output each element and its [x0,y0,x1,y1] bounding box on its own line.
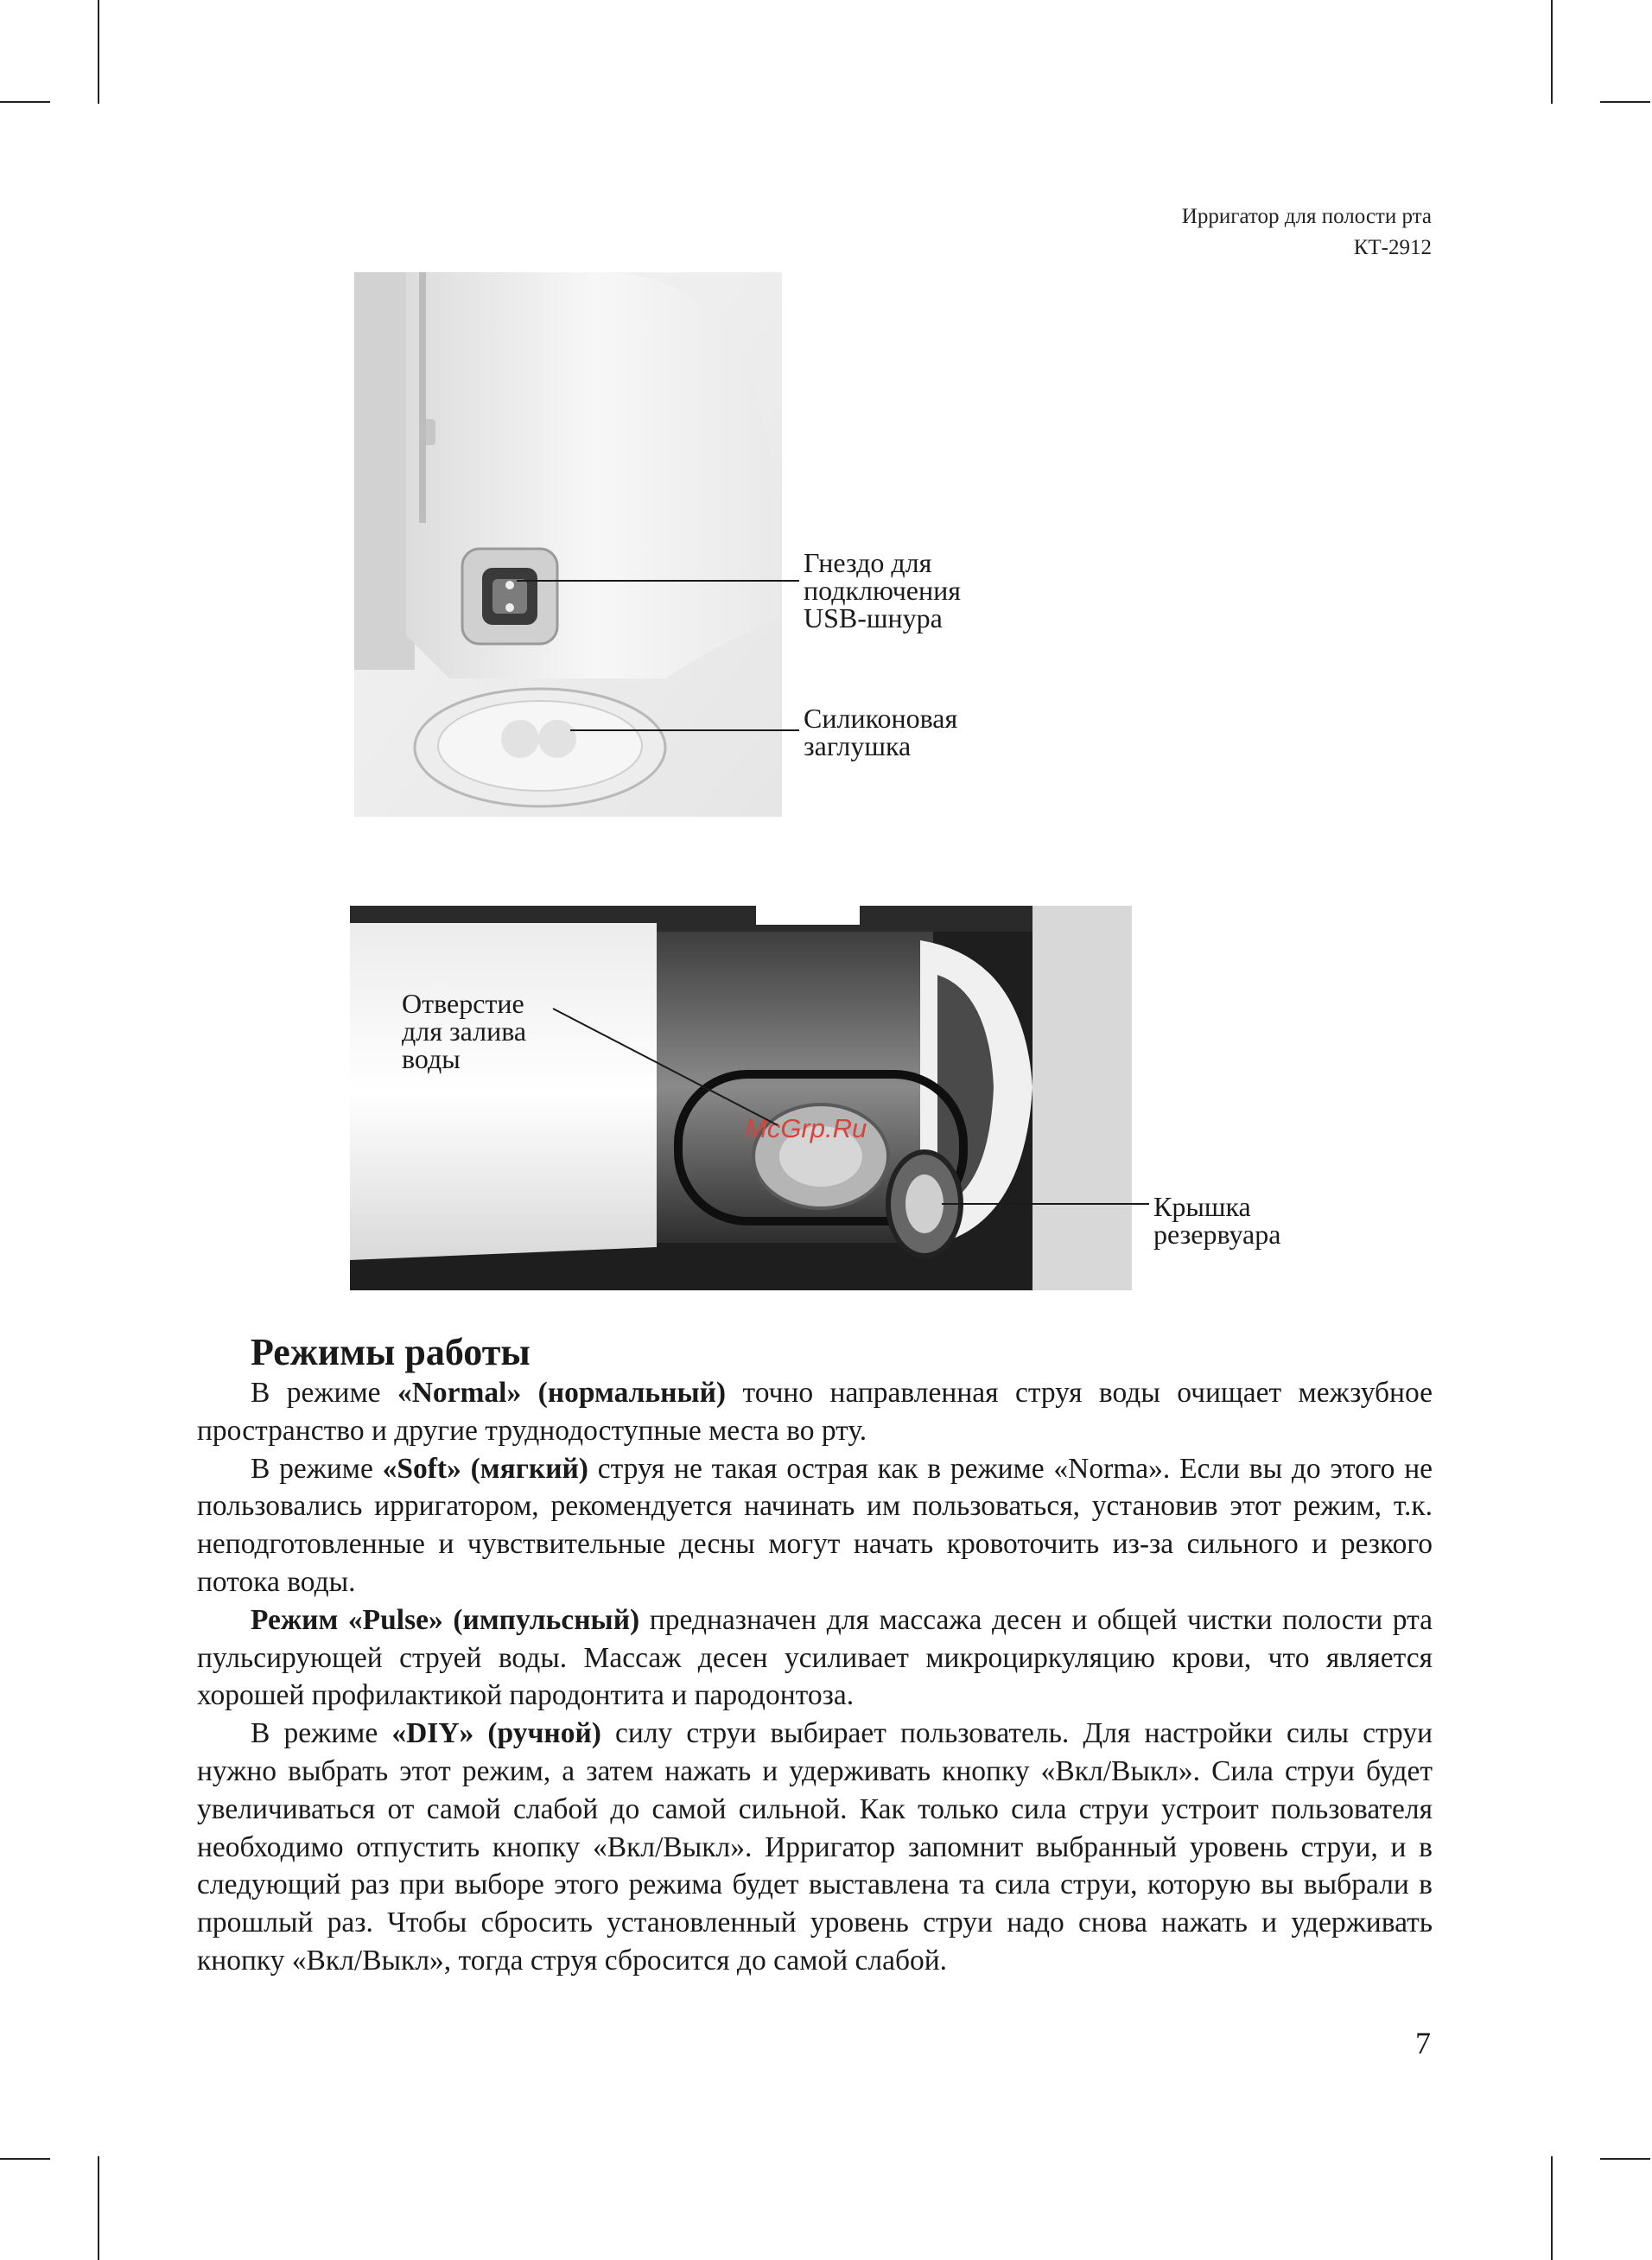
callout-line: заглушка [804,730,912,761]
mode-name: «Soft» (мягкий) [382,1452,588,1485]
page-number: 7 [1415,2026,1431,2060]
callout-silicone-plug [804,704,957,760]
crop-mark [1551,2156,1553,2260]
mode-name: «DIY» (ручной) [391,1717,601,1750]
callout-water-inlet [402,990,526,1073]
callout-line: Крышка [1153,1191,1251,1222]
callout-line: USB-шнура [804,602,943,633]
mode-name: «Normal» (нормальный) [397,1377,727,1409]
watermark: McGrp.Ru [745,1113,867,1143]
paragraph-text: точно направленная струя воды очищает межзубное пространство и другие труднодоступные места во рту. [197,1377,1433,1447]
paragraph-normal [197,1374,1433,1450]
paragraph-diy [197,1715,1433,1980]
crop-mark [98,2156,99,2260]
crop-mark [1600,2158,1650,2160]
callout-line: Отверстие [402,988,524,1019]
lead-text: В режиме [251,1377,397,1409]
section-body [197,1374,1433,1980]
lead-text: В режиме [251,1452,383,1485]
callout-line: для залива [402,1015,527,1047]
paragraph-text: силу струи выбирает пользователь. Для настройки силы струи нужно выбрать этот режим, а затем нажать и удерживать кнопку «Вкл/Выкл». Сила струи будет увеличиваться от самой слабой до самой сильной. Как только сила струи устроит пользователя необходимо отпустить кнопку «Вкл/Выкл». Ирригатор запомнит выбранный уровень струи, и в следующий раз при выборе этого режима будет выставлена та сила струи, которую вы выбрали в прошлый раз. Чтобы сбросить установленный уровень струи надо снова нажать и удерживать кнопку «Вкл/Выкл», тогда струя сбросится до самой слабой. [197,1717,1433,1977]
paragraph-pulse [197,1601,1433,1715]
callout-line: воды [402,1043,461,1074]
header-title: Ирригатор для полости рта [1181,205,1432,228]
callout-reservoir-cap [1153,1193,1280,1248]
crop-mark [0,2158,50,2160]
paragraph-text: предназначен для массажа десен и общей чистки полости рта пульсирующей струей воды. Массаж десен усиливает микроциркуляцию крови, что является хорошей профилактикой пародонтита и пародонтоза. [197,1603,1433,1712]
callout-line: резервуара [1153,1219,1281,1250]
callout-usb-socket [804,549,961,632]
mode-name: Режим «Pulse» (импульсный) [251,1603,640,1636]
header-model: КТ-2912 [1353,236,1432,259]
leader-lines-figure-2 [0,864,1652,1296]
callout-line: Силиконовая [804,703,958,734]
callout-line: Гнездо для [804,547,932,578]
lead-text: В режиме [251,1717,392,1750]
paragraph-text: струя не такая острая как в режиме «Norma». Если вы до этого не пользовались ирригатором, рекомендуется начинать им пользоваться, установив этот режим, т.к. неподготовленные и чувствительные десны могут начать кровоточить из-за сильного и резкого потока воды. [197,1452,1433,1598]
paragraph-soft [197,1450,1433,1601]
section-title: Режимы работы [251,1331,531,1373]
callout-line: подключения [804,575,961,606]
